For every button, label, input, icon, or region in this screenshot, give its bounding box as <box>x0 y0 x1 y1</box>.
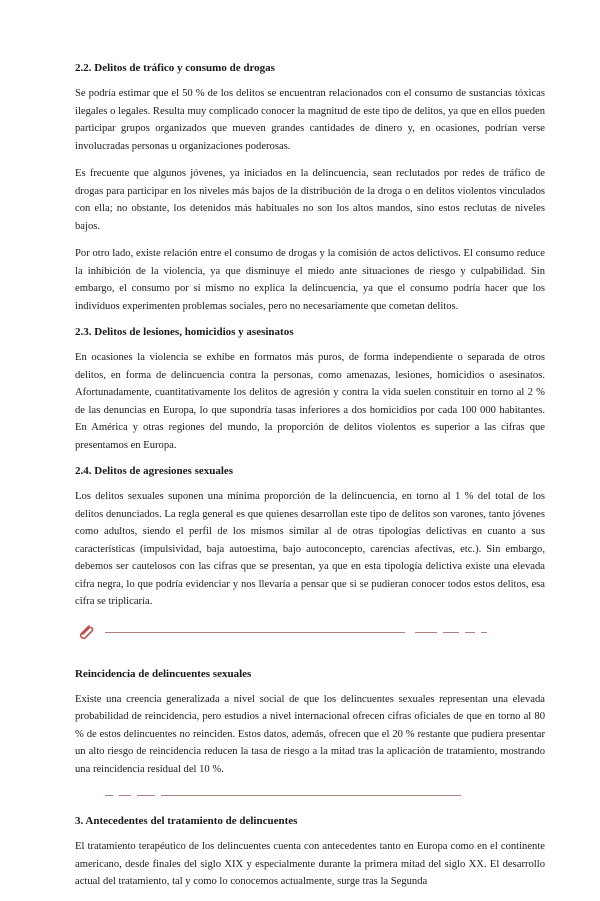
paperclip-icon <box>75 621 97 643</box>
paragraph: Se podría estimar que el 50 % de los delitos se encuentran relacionados con el consumo de sustancias tóxicas ilegales o legales. Resulta muy complicado conocer la magnitud de este tipo de delitos, ya que en ellos pueden participar grupos organizados que mueven grandes cantidades de dinero y, en ocasiones, podrían verse involucradas personas u organizaciones poderosas. <box>75 88 545 152</box>
divider-dash <box>465 632 475 633</box>
divider-line <box>105 632 405 633</box>
section-heading-2-3: 2.3. Delitos de lesiones, homicidios y asesinatos <box>75 326 294 338</box>
divider-dash <box>443 632 459 633</box>
divider-dash <box>137 795 155 796</box>
paragraph: Por otro lado, existe relación entre el consumo de drogas y la comisión de actos delictivos. El consumo reduce la inhibición de la violencia, ya que disminuye el miedo ante situaciones de riesgo y culpabilidad. Sin embargo, el consumo por sí mismo no explica la delincuencia, ya que el consumo podría hacer que los individuos experimenten problemas sociales, pero no necesariamente que cometan delitos. <box>75 248 545 312</box>
paragraph: El tratamiento terapéutico de los delincuentes cuenta con antecedentes tanto en Europa como en el continente americano, desde finales del siglo XIX y especialmente durante la primera mitad del siglo XX. El desarrollo actual del tratamiento, tal y como lo conocemos actualmente, surge tras la Segunda <box>75 841 545 887</box>
sidebar-box-top-rule <box>75 621 545 647</box>
sidebar-box-heading: Reincidencia de delincuentes sexuales <box>75 667 252 680</box>
divider-dash <box>119 795 131 796</box>
section-heading-2-4: 2.4. Delitos de agresiones sexuales <box>75 465 234 477</box>
section-heading-2-2: 2.2. Delitos de tráfico y consumo de drogas <box>75 62 275 74</box>
paragraph: En ocasiones la violencia se exhibe en formatos más puros, de forma independiente o separada de otros delitos, en forma de delincuencia contra la personas, como amenazas, lesiones, homicidios o asesinatos. Afortunadamente, cuantitativamente los delitos de agresión y contra la vida suelen constituir en torno al 2 % de las denuncias en Europa, lo que supondría tasas inferiores a dos homicidios por cada 100 000 habitantes. En América y otras regiones del mundo, la proporción de delitos violentos es superior a las cifras que presentamos en Europa. <box>75 352 545 451</box>
document-content <box>75 61 545 901</box>
sidebar-box-bottom-rule <box>75 788 545 802</box>
divider-line <box>161 795 461 796</box>
section-heading-3: 3. Antecedentes del tratamiento de delincuentes <box>75 815 298 827</box>
divider-dash <box>481 632 487 633</box>
paragraph: Los delitos sexuales suponen una mínima proporción de la delincuencia, en torno al 1 % del total de los delitos denunciados. La regla general es que quienes desarrollan este tipo de delitos son varones, tanto jóvenes como adultos, siendo el perfil de los mismos similar al de otras tipologías delictivas en cuanto a sus características (impulsividad, baja autoestima, bajo autoconcepto, carencias afectivas, etc.). Sin embargo, debemos ser cautelosos con las cifras que se presentan, ya que en esta tipología delictiva existe una elevada cifra negra, lo que podría evidenciar y nos llevaría a pensar que si se pudieran conocer todos estos delitos, esa cifra se triplicaría. <box>75 491 545 607</box>
paragraph: Es frecuente que algunos jóvenes, ya iniciados en la delincuencia, sean reclutados por redes de tráfico de drogas para participar en los niveles más bajos de la distribución de la droga o en delitos violentos vinculados con ella; no obstante, los detenidos más habituales no son los altos mandos, sino estos reclutas de niveles bajos. <box>75 168 545 232</box>
divider-dash <box>105 795 113 796</box>
divider-dash <box>415 632 437 633</box>
sidebar-box-paragraph: Existe una creencia generalizada a nivel social de que los delincuentes sexuales representan una elevada probabilidad de reincidencia, pero estudios a nivel internacional ofrecen cifras oficiales de que en torno al 80 % de estos delincuentes no reinciden. Estos datos, además, ofrecen que el 20 % restante que pudiera presentar un alto riesgo de reincidencia reducen la tasa de riesgo a la mitad tras la aplicación de tratamiento, mostrando una reincidencia residual del 10 %. <box>75 693 545 775</box>
